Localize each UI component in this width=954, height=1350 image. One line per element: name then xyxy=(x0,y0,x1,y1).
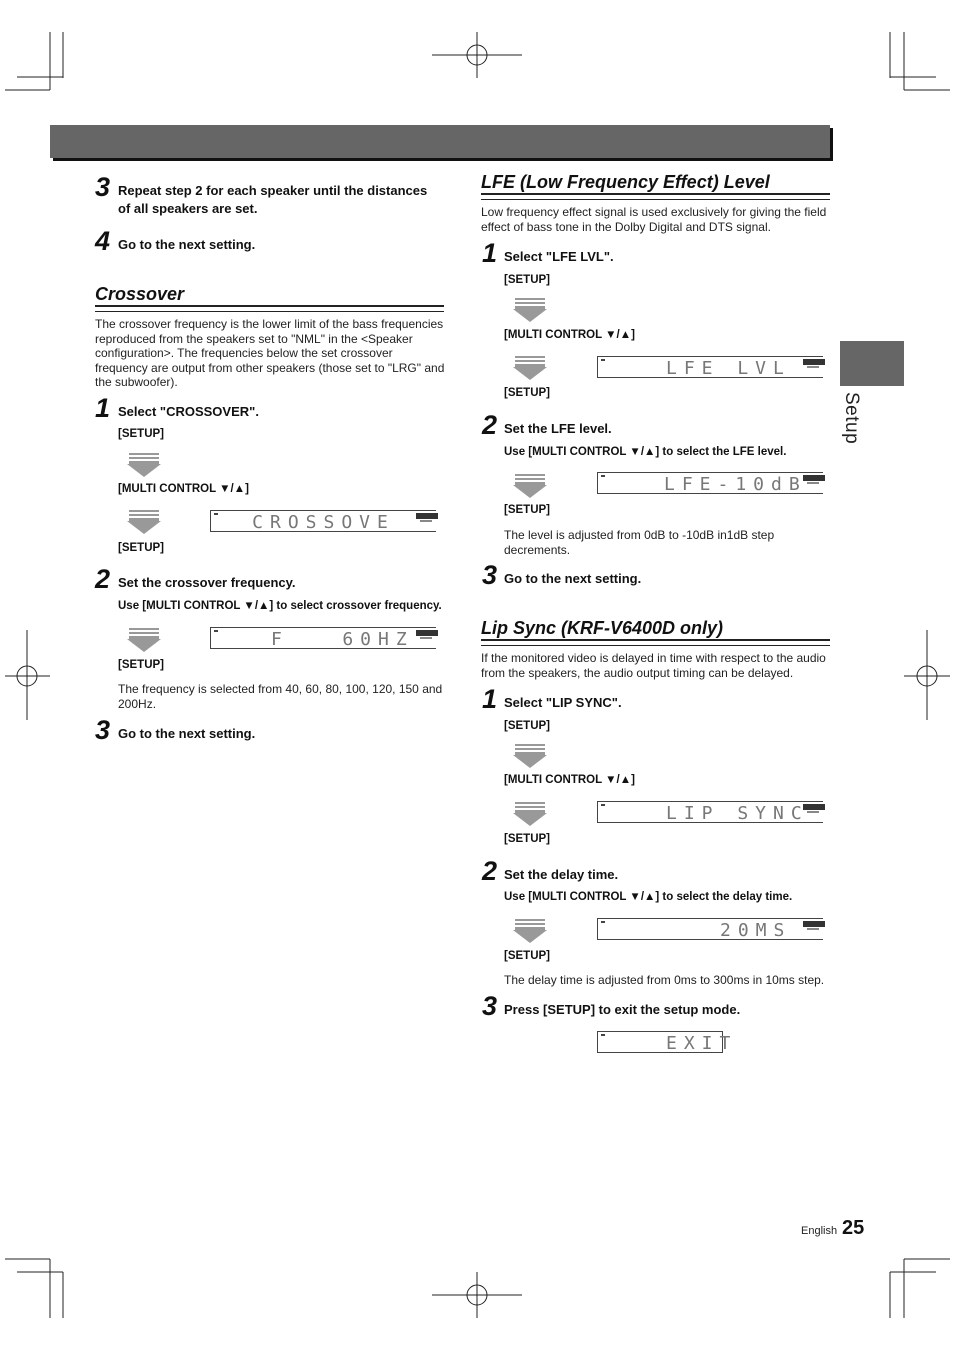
step-text: Select "LIP SYNC". xyxy=(504,695,622,710)
down-arrow-icon xyxy=(513,474,547,498)
down-arrow-icon xyxy=(513,298,547,322)
step-note: The delay time is adjusted from 0ms to 300ms in 10ms step. xyxy=(504,973,825,987)
lcd-text: CROSSOVE xyxy=(252,512,395,533)
step-instruction: Use [MULTI CONTROL ▼/▲] to select the delay time. xyxy=(504,891,793,903)
section-rule xyxy=(95,305,444,312)
side-tab-label-wrap xyxy=(840,392,866,452)
side-tab xyxy=(840,341,904,386)
step-text: Go to the next setting. xyxy=(118,237,256,252)
step-text: Go to the next setting. xyxy=(118,726,256,741)
footer-language: English xyxy=(801,1225,838,1237)
step-number: 4 xyxy=(95,226,111,256)
lcd-text: LFE LVL xyxy=(666,358,791,379)
down-arrow-icon xyxy=(127,453,161,477)
setup-label: [SETUP] xyxy=(504,274,550,286)
step-text: Set the crossover frequency. xyxy=(118,575,296,590)
section-title-lfe: LFE (Low Frequency Effect) Level xyxy=(481,172,770,192)
lcd-display xyxy=(210,627,436,649)
step-number: 2 xyxy=(95,564,111,594)
lcd-display xyxy=(597,1031,738,1054)
setup-label: [SETUP] xyxy=(504,833,550,845)
step-number: 2 xyxy=(482,856,498,886)
step-number: 3 xyxy=(482,991,498,1021)
lcd-display xyxy=(597,472,823,494)
section-rule xyxy=(481,639,830,646)
setup-label: [SETUP] xyxy=(118,659,164,671)
lcd-display xyxy=(210,510,436,532)
multi-control-label: [MULTI CONTROL ▼/▲] xyxy=(118,483,249,495)
step-instruction: Use [MULTI CONTROL ▼/▲] to select crossover frequency. xyxy=(118,600,442,612)
lcd-text: 20MS xyxy=(720,920,792,941)
down-arrow-icon xyxy=(513,802,547,826)
step-note: The frequency is selected from 40, 60, 80, 100, 120, 150 and 200Hz. xyxy=(118,682,443,711)
multi-control-label: [MULTI CONTROL ▼/▲] xyxy=(504,774,635,786)
setup-label: [SETUP] xyxy=(118,428,164,440)
step-text: Set the LFE level. xyxy=(504,421,612,436)
section-rule xyxy=(481,193,830,200)
setup-label: [SETUP] xyxy=(118,542,164,554)
down-arrow-icon xyxy=(513,356,547,380)
header-bar xyxy=(50,125,830,158)
lcd-text: LIP SYNC xyxy=(666,803,809,824)
section-intro: The crossover frequency is the lower limit of the bass frequencies reproduced from the speakers set to "NML" in the <Speaker configuration>. The frequencies below the set crossover frequency are output from other speakers (those set to "LRG" and the subwoofer). xyxy=(95,317,445,389)
down-arrow-icon xyxy=(513,919,547,943)
multi-control-label: [MULTI CONTROL ▼/▲] xyxy=(504,329,635,341)
step-number: 2 xyxy=(482,410,498,440)
section-title-crossover: Crossover xyxy=(95,284,185,304)
down-arrow-icon xyxy=(127,510,161,534)
lcd-text: EXIT xyxy=(666,1033,738,1054)
step-instruction: Use [MULTI CONTROL ▼/▲] to select the LFE level. xyxy=(504,446,787,458)
step-text: Select "LFE LVL". xyxy=(504,249,614,264)
step-number: 3 xyxy=(482,560,498,590)
step-text: Repeat step 2 for each speaker until the distances of all speakers are set. xyxy=(118,183,428,216)
lcd-display xyxy=(597,356,823,378)
lcd-text: F 60HZ xyxy=(271,629,414,650)
step-number: 1 xyxy=(95,393,111,423)
setup-label: [SETUP] xyxy=(504,950,550,962)
page-number: 25 xyxy=(842,1217,865,1239)
step-text: Go to the next setting. xyxy=(504,571,642,586)
step-number: 1 xyxy=(482,684,498,714)
step-text: Set the delay time. xyxy=(504,867,619,882)
setup-label: [SETUP] xyxy=(504,387,550,399)
setup-label: [SETUP] xyxy=(504,504,550,516)
step-number: 3 xyxy=(95,715,111,745)
down-arrow-icon xyxy=(513,744,547,768)
side-tab-label: Setup xyxy=(841,392,862,445)
section-intro: Low frequency effect signal is used exclusively for giving the field effect of bass tone in the Dolby Digital and DTS signal. xyxy=(481,205,827,234)
setup-label: [SETUP] xyxy=(504,720,550,732)
lcd-display xyxy=(597,801,823,823)
step-number: 3 xyxy=(95,172,111,202)
step-text: Select "CROSSOVER". xyxy=(118,404,259,419)
step-number: 1 xyxy=(482,238,498,268)
section-title-lipsync: Lip Sync (KRF-V6400D only) xyxy=(481,618,724,638)
lcd-text: LFE-10dB xyxy=(664,474,807,495)
lcd-display xyxy=(597,918,823,940)
down-arrow-icon xyxy=(127,628,161,652)
step-note: The level is adjusted from 0dB to -10dB in1dB step decrements. xyxy=(504,528,775,557)
step-text: Press [SETUP] to exit the setup mode. xyxy=(504,1002,741,1017)
section-intro: If the monitored video is delayed in time with respect to the audio from the speakers, the audio output timing can be delayed. xyxy=(481,651,826,680)
